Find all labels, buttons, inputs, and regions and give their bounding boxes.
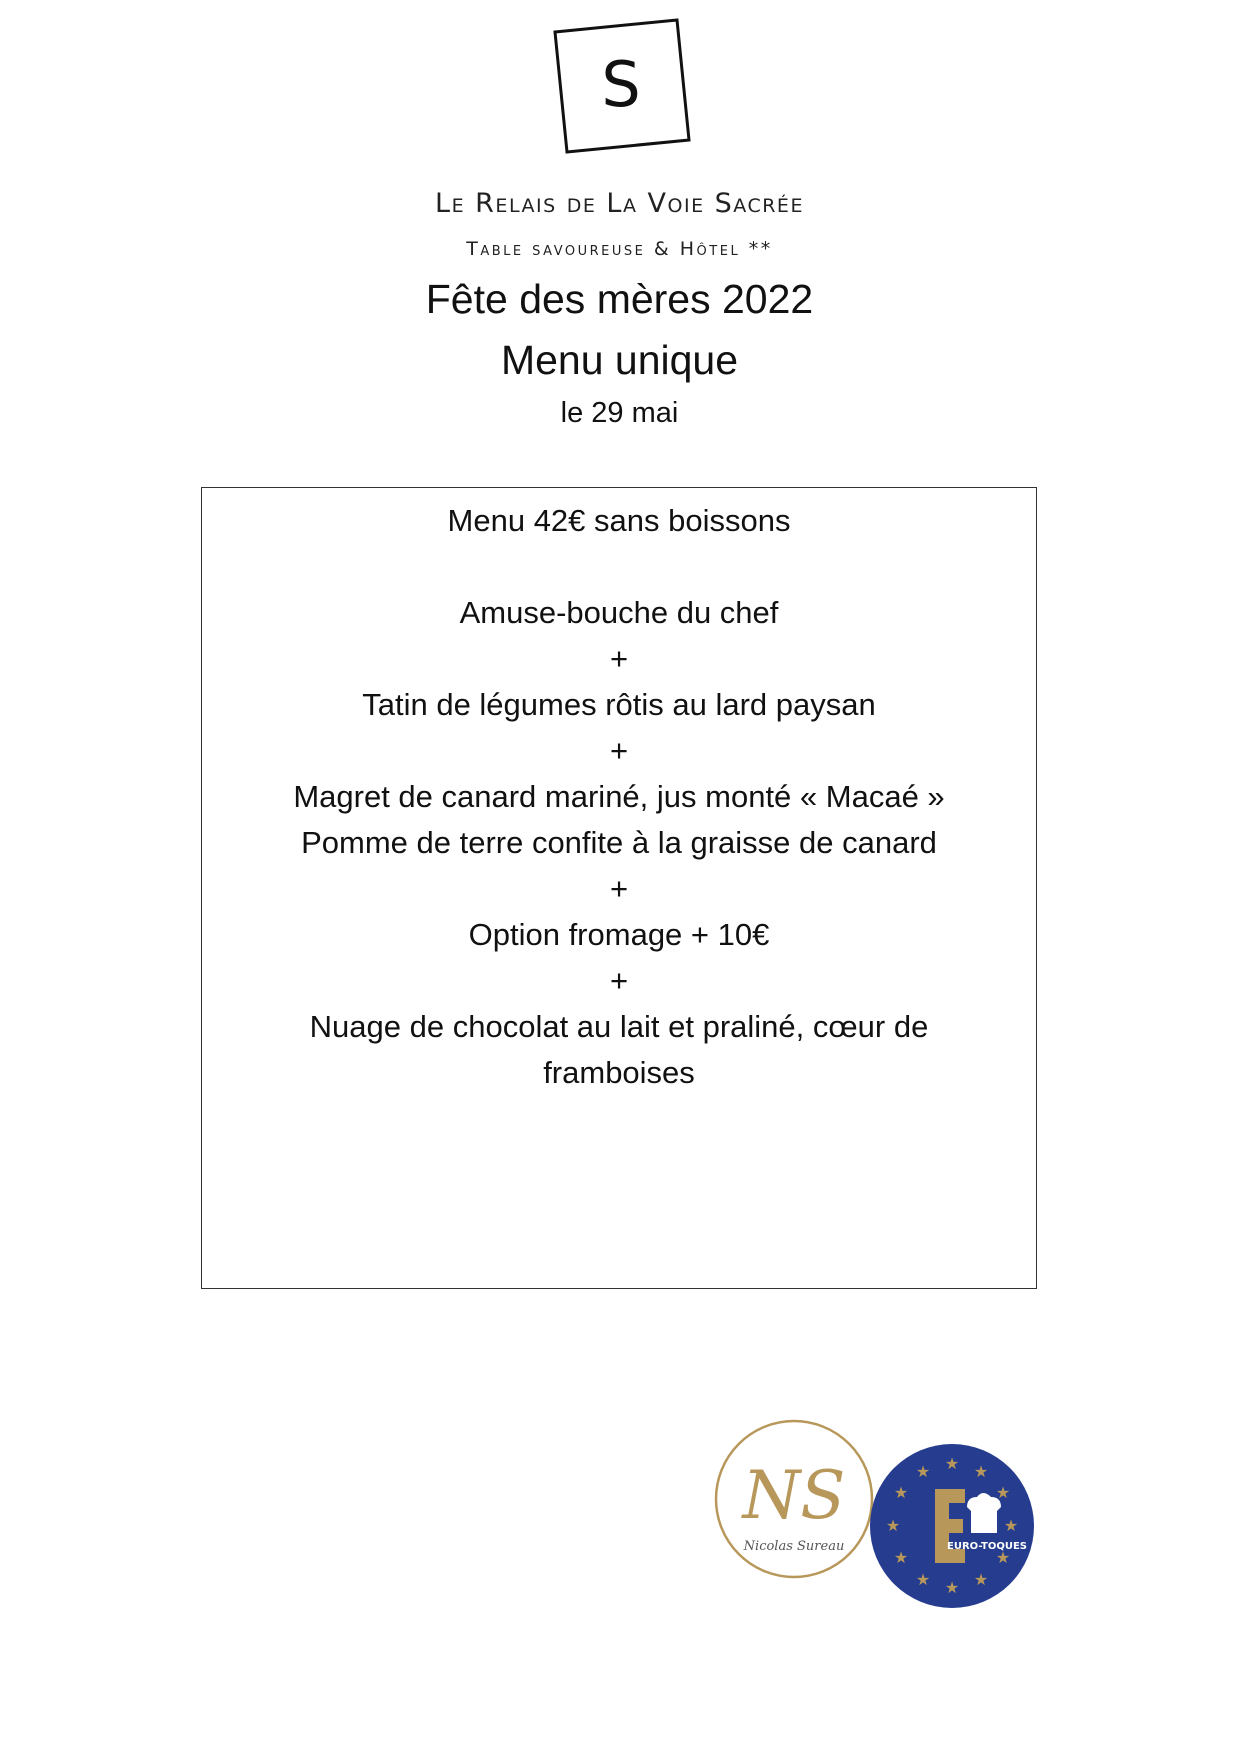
course-separator: + xyxy=(609,641,629,676)
chef-signature: Nicolas Sureau xyxy=(743,1539,845,1554)
svg-text:★: ★ xyxy=(915,1462,931,1481)
page-subtitle: Menu unique xyxy=(500,337,739,383)
svg-text:★: ★ xyxy=(944,1578,960,1597)
logo-s-icon xyxy=(549,14,693,158)
course-cheese-option: Option fromage + 10€ xyxy=(468,917,770,952)
course-separator: + xyxy=(609,733,629,768)
course-amuse-bouche: Amuse-bouche du chef xyxy=(459,595,779,630)
course-main-side: Pomme de terre confite à la graisse de canard xyxy=(301,825,937,860)
event-date: le 29 mai xyxy=(560,397,679,429)
logo-letter: S xyxy=(601,48,641,121)
svg-text:★: ★ xyxy=(973,1570,989,1589)
eurotoques-label: EURO-TOQUES xyxy=(947,1541,1027,1552)
chef-monogram: NS xyxy=(742,1457,846,1534)
menu-price: Menu 42€ sans boissons xyxy=(447,503,791,538)
svg-text:★: ★ xyxy=(995,1548,1011,1567)
chef-seal-icon xyxy=(713,1418,875,1580)
svg-text:★: ★ xyxy=(885,1516,901,1535)
brand-tagline: Table savoureuse & Hôtel ** xyxy=(466,238,773,260)
page-title: Fête des mères 2022 xyxy=(425,276,814,322)
svg-text:★: ★ xyxy=(973,1462,989,1481)
svg-text:★: ★ xyxy=(1003,1516,1019,1535)
course-main: Magret de canard mariné, jus monté « Macaé » xyxy=(293,779,945,814)
svg-text:★: ★ xyxy=(915,1570,931,1589)
menu-box xyxy=(201,487,1037,1289)
svg-text:★: ★ xyxy=(995,1483,1011,1502)
course-starter: Tatin de légumes rôtis au lard paysan xyxy=(362,687,876,722)
svg-text:★: ★ xyxy=(893,1483,909,1502)
brand-name: Le Relais de La Voie Sacrée xyxy=(435,188,804,219)
course-separator: + xyxy=(609,871,629,906)
course-separator: + xyxy=(609,963,629,998)
svg-text:★: ★ xyxy=(893,1548,909,1567)
menu-spacer xyxy=(202,544,1036,590)
eurotoques-seal-icon xyxy=(867,1441,1037,1611)
menu-content xyxy=(202,498,1036,1096)
course-dessert: Nuage de chocolat au lait et praliné, cœur de framboises xyxy=(309,1009,929,1090)
svg-text:★: ★ xyxy=(944,1454,960,1473)
